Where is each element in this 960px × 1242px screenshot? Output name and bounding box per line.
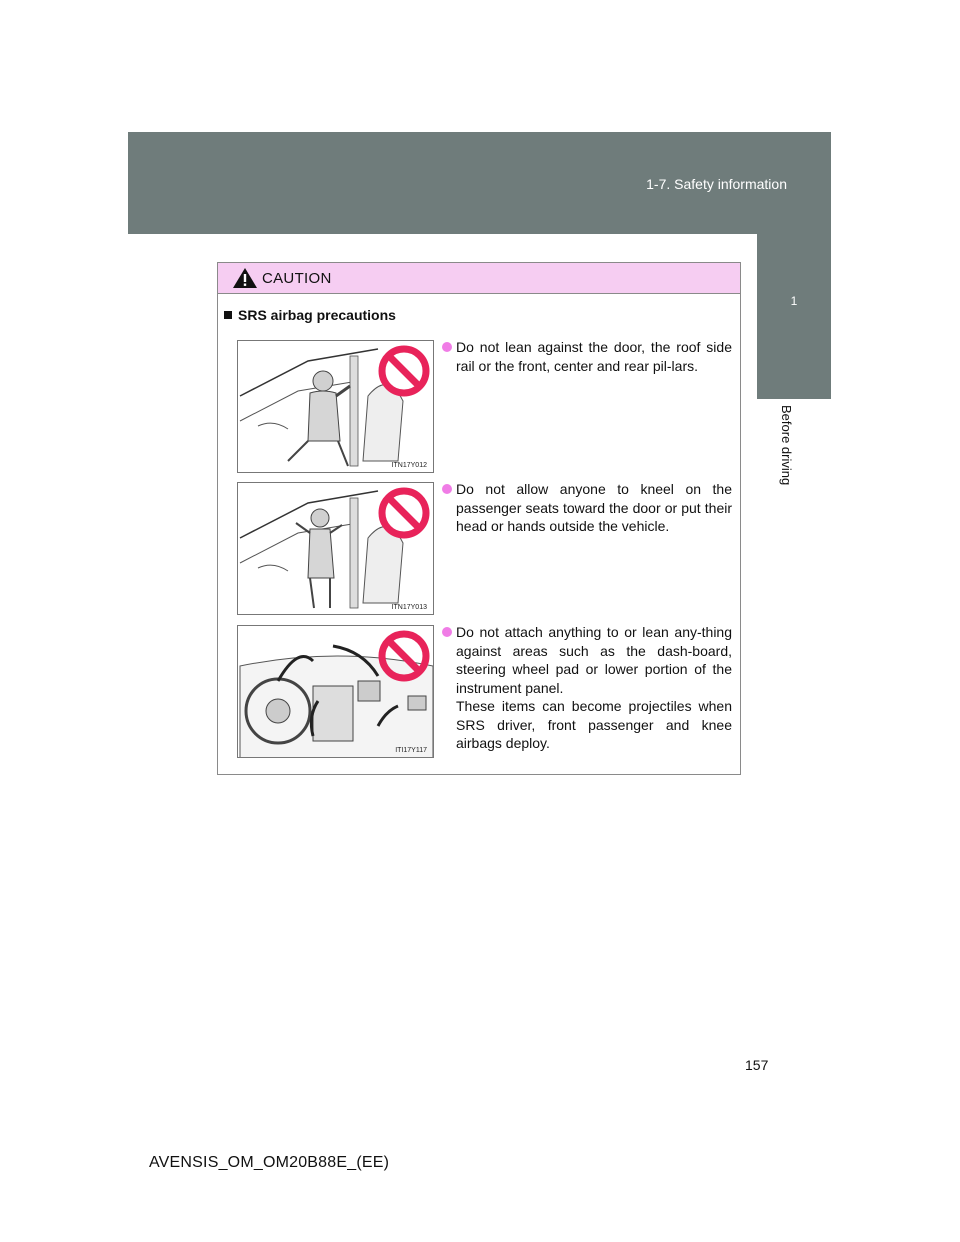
section-title: 1-7. Safety information	[646, 176, 787, 192]
image-code: ITN17Y013	[391, 604, 427, 611]
illustration-lean-door	[237, 340, 434, 473]
document-code: AVENSIS_OM_OM20B88E_(EE)	[149, 1154, 390, 1171]
image-code: ITN17Y012	[391, 462, 427, 469]
subheading-text: SRS airbag precautions	[238, 307, 396, 323]
bullet-icon	[442, 627, 452, 637]
page-number: 157	[745, 1057, 769, 1073]
image-code: ITI17Y117	[395, 747, 427, 754]
chapter-tab	[757, 234, 831, 399]
dashboard-illustration	[238, 626, 434, 758]
header-band	[128, 132, 831, 234]
chapter-label: Before driving	[779, 405, 794, 486]
subheading	[224, 307, 396, 323]
bullet-icon	[442, 484, 452, 494]
caution-header	[218, 263, 740, 294]
kneel-seat-illustration	[238, 483, 434, 615]
bullet-text: Do not allow anyone to kneel on the passenger seats toward the door or put their head or hands outside the vehicle.	[456, 481, 732, 534]
chapter-number: 1	[790, 294, 798, 308]
caution-box	[217, 262, 741, 775]
warning-icon	[232, 267, 258, 289]
bullet-text: Do not lean against the door, the roof side rail or the front, center and rear pil-lars.	[456, 339, 732, 374]
bullet-text: Do not attach anything to or lean any-thing against areas such as the dash-board, steering wheel pad or lower portion of the instrument panel.	[456, 624, 732, 696]
caution-label: CAUTION	[262, 270, 332, 287]
illustration-kneel-seat	[237, 482, 434, 615]
bullet-item	[442, 623, 732, 753]
bullet-text-continued: These items can become projectiles when SRS driver, front passenger and knee airbags deploy.	[456, 698, 732, 751]
bullet-item	[442, 338, 732, 375]
bullet-item	[442, 480, 732, 536]
lean-door-illustration	[238, 341, 434, 473]
illustration-dashboard	[237, 625, 434, 758]
bullet-icon	[442, 342, 452, 352]
square-bullet-icon	[224, 311, 232, 319]
